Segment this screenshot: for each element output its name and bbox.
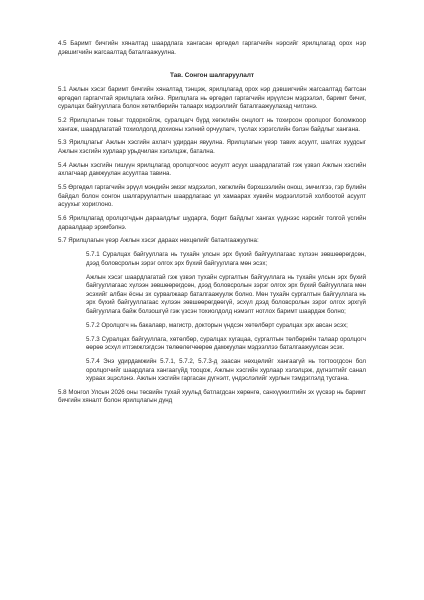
paragraph-5-6: 5.6 Ярилцлагад оролцогчдын дараалдлыг шударга, бодит байдлыг хангах үүднээс нэрсийг толгой үсгийн дараалдаар эрэмбэлнэ. xyxy=(58,215,366,231)
paragraph-5-7-3: 5.7.3 Суралцах байгууллага, хөтөлбөр, суралцах хугацаа, сургалтын төлбөрийн талаар оролцогч өөрөө эсхүл итгэмжлэгдсэн төлөөлөгчөөрөө дамжуулан мэдээллээ баталгаажуулсан эсэх. xyxy=(86,335,366,352)
paragraph-5-4: 5.4 Ажлын хэсгийн гишүүн ярилцлагад оролцогчоос асуулт асуух шаардлагатай гэж үзвэл Ажлын хэсгийн ахлагчаар дамжуулан асуултаа тавина. xyxy=(58,161,366,178)
paragraph-5-8: 5.8 Монгол Улсын 2026 оны төсвийн тухай хуульд батлагдсан хөрөнгө, санхүүжилтийн эх үүсвэр нь баримт бичгийн хяналт болон ярилцлагын дүнд xyxy=(58,388,366,405)
paragraph-5-3: 5.3 Ярилцлагыг Ажлын хэсгийн ахлагч удирдан явуулна. Ярилцлагын үеэр тавих асуулт, шалгах хуудсыг Ажлын хэсгийн хурлаар урьдчилан хэлэлцэж, батална. xyxy=(58,139,366,155)
paragraph-5-7: 5.7 Ярилцлагын үеэр Ажлын хэсэг дараах нөхцөлийг баталгаажуулна: xyxy=(58,237,259,245)
paragraph-5-7-2: 5.7.2 Оролцогч нь бакалавр, магистр, докторын үндсэн хөтөлбөрт суралцах эрх авсан эсэх; xyxy=(86,321,348,329)
section-4-tail xyxy=(58,40,366,62)
section-heading: Тав. Сонгон шалгаруулалт xyxy=(169,72,255,79)
paragraph-5-7-4: 5.7.4 Энэ удирдамжийн 5.7.1, 5.7.2, 5.7.3-д заасан нөхцөлийг хангаагүй нь тогтоогдсон бол оролцогчийг шаардлага хангаагүйд тооцож, Ажлын хэсгийн хурлаар хэлэлцэж, дүгнэлтийг санал хураах эцэслэнэ. Ажлын хэсгийн гаргасан дүгнэлт, үндэслэлийг хурлын тэмдэглэлд тусгана. xyxy=(86,357,366,383)
paragraph-5-7-1-detail: Ажлын хэсэг шаардлагатай гэж үзвэл тухайн сургалтын байгууллага нь тухайн улсын эрх бүхий байгууллагаас хүлээн зөвшөөрөгдсөн, дээд боловсролын зэрэг олгох эрх бүхий байгууллага мөн эсэхийг албан ёсны эх сурвалжаар баталгаажуулж болно. Мөн тухайн сургалтын байгууллага нь эрх бүхий байгууллагаас хүлээн зөвшөөрөгдөөгүй, эсхүл дээд боловсролын зэрэг олгох эрхгүй байгууллага байж болзошгүй гэж үзсэн тохиолдолд нэмэлт нотлох баримт шаардаж болно; xyxy=(86,273,366,315)
paragraph-5-7-1: 5.7.1 Суралцах байгууллага нь тухайн улсын эрх бүхий байгууллагаас хүлээн зөвшөөрөгдсөн, дээд боловсролын зэрэг олгох эрх бүхий байгууллага мөн эсэх; xyxy=(86,251,366,267)
paragraph-5-1: 5.1 Ажлын хэсэг баримт бичгийн хяналтад тэнцэж, ярилцлагад орох нэр дэвшигчийн жагсаалтад багтсан өргөдөл гаргагчтай ярилцлага хийнэ. Ярилцлага нь өргөдөл гаргагчийн ирүүлсэн мэдээлэл, баримт бичиг, суралцах байгууллага болон хөтөлбөрийн талаарх мэдээллийг баталгаажуулахад чиглэнэ. xyxy=(58,86,366,111)
paragraph-5-2: 5.2 Ярилцлагын товыг тодорхойлж, суралцагч бүрд хөгжлийн онцлогт нь тохирсон оролцоог боломжоор хангаж, шаардлагатай тохиолдолд дохионы хэлний орчуулагч, туслах хэрэгслийн бэлэн байдлыг хангана. xyxy=(58,116,366,133)
paragraph-5-5: 5.5 Өргөдөл гаргагчийн эрүүл мэндийн эмзэг мэдээлэл, хөгжлийн бэрхшээлийн онош, эмчилгээ, гэр бүлийн байдал болон сонгон шалгаруулалтын шаардлагаас ул хамаарах хувийн мэдээллэтэй холбоотой асуулт асуухыг хориглоно. xyxy=(58,184,366,209)
paragraph-4-5: 4.5 Баримт бичгийн хяналтад шаардлага хангасан өргөдөл гаргагчийн нэрсийг ярилцлагад орох нэр дэвшигчийн жагсаалтад баталгаажуулна. xyxy=(58,40,366,56)
section-5 xyxy=(58,71,366,411)
